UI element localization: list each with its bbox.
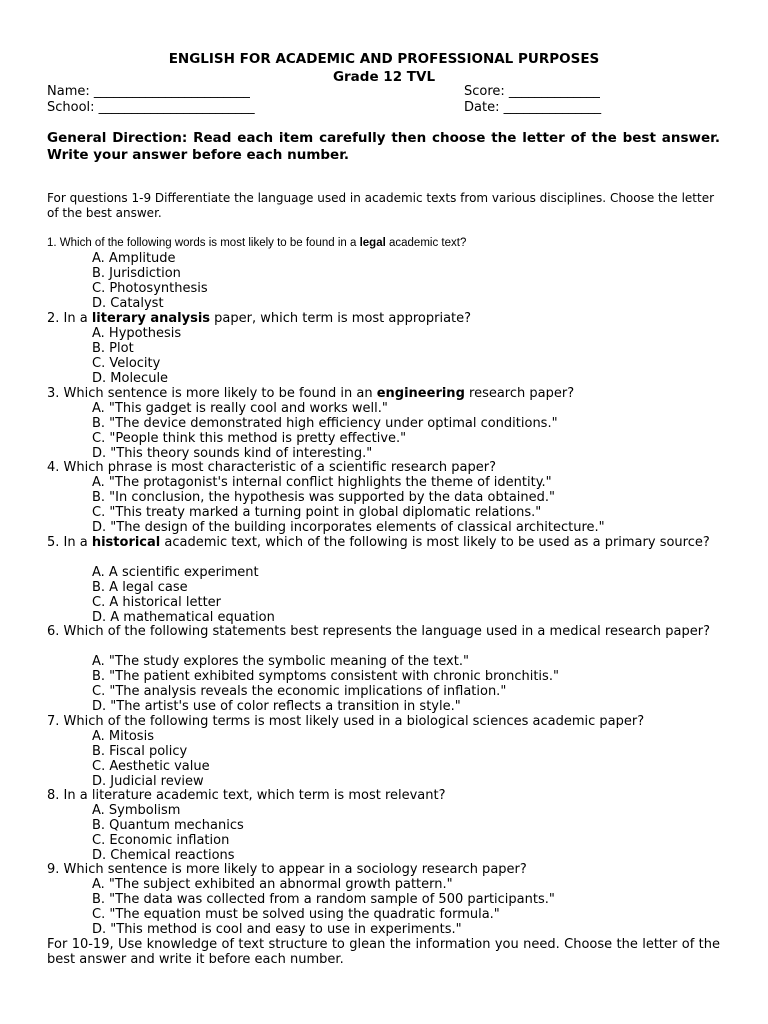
option-9a: A. "The subject exhibited an abnormal growth pattern." xyxy=(92,877,453,892)
option-9d: D. "This method is cool and easy to use in experiments." xyxy=(92,922,462,937)
document-subtitle: Grade 12 TVL xyxy=(332,69,436,85)
option-1a: A. Amplitude xyxy=(92,251,176,266)
option-3b: B. "The device demonstrated high efficiency under optimal conditions." xyxy=(92,416,558,431)
option-7c: C. Aesthetic value xyxy=(92,759,210,774)
option-1d: D. Catalyst xyxy=(92,296,164,311)
option-5b: B. A legal case xyxy=(92,580,188,595)
question-2: 2. In a literary analysis paper, which term is most appropriate? xyxy=(47,311,472,326)
general-direction: General Direction: Read each item carefully then choose the letter of the best answer. Write your answer before each number. xyxy=(47,130,720,163)
option-5c: C. A historical letter xyxy=(92,595,222,610)
option-6a: A. "The study explores the symbolic meaning of the text." xyxy=(92,654,469,669)
option-9c: C. "The equation must be solved using the quadratic formula." xyxy=(92,907,500,922)
question-8: 8. In a literature academic text, which term is most relevant? xyxy=(47,788,446,803)
option-5d: D. A mathematical equation xyxy=(92,610,275,625)
question-9: 9. Which sentence is more likely to appear in a sociology research paper? xyxy=(47,862,527,877)
question-3: 3. Which sentence is more likely to be found in an engineering research paper? xyxy=(47,386,575,401)
option-9b: B. "The data was collected from a random sample of 500 participants." xyxy=(92,892,555,907)
option-3d: D. "This theory sounds kind of interesting." xyxy=(92,446,373,461)
option-4b: B. "In conclusion, the hypothesis was supported by the data obtained." xyxy=(92,490,556,505)
option-2d: D. Molecule xyxy=(92,371,169,386)
option-3a: A. "This gadget is really cool and works well." xyxy=(92,401,388,416)
date-field-label: Date: _______________ xyxy=(464,100,602,115)
option-7a: A. Mitosis xyxy=(92,729,154,744)
score-field-label: Score: ______________ xyxy=(464,84,600,99)
option-2b: B. Plot xyxy=(92,341,134,356)
option-7b: B. Fiscal policy xyxy=(92,744,188,759)
option-6b: B. "The patient exhibited symptoms consistent with chronic bronchitis." xyxy=(92,669,559,684)
option-6d: D. "The artist's use of color reflects a transition in style." xyxy=(92,699,461,714)
document-title: ENGLISH FOR ACADEMIC AND PROFESSIONAL PURPOSES xyxy=(168,51,600,67)
instructions-questions-10-19: For 10-19, Use knowledge of text structure to glean the information you need. Choose the letter of the best answer and write it before each number. xyxy=(47,937,720,967)
option-7d: D. Judicial review xyxy=(92,774,204,789)
option-8d: D. Chemical reactions xyxy=(92,848,235,863)
name-field-label: Name: ________________________ xyxy=(47,84,250,99)
school-field-label: School: ________________________ xyxy=(47,100,255,115)
question-1: 1. Which of the following words is most likely to be found in a legal academic text? xyxy=(47,237,467,249)
option-3c: C. "People think this method is pretty effective." xyxy=(92,431,407,446)
option-5a: A. A scientific experiment xyxy=(92,565,259,580)
option-1b: B. Jurisdiction xyxy=(92,266,181,281)
option-8c: C. Economic inflation xyxy=(92,833,230,848)
option-8b: B. Quantum mechanics xyxy=(92,818,244,833)
option-4d: D. "The design of the building incorporates elements of classical architecture." xyxy=(92,520,605,535)
question-6: 6. Which of the following statements best represents the language used in a medical research paper? xyxy=(47,624,710,639)
option-4a: A. "The protagonist's internal conflict highlights the theme of identity." xyxy=(92,475,552,490)
option-4c: C. "This treaty marked a turning point in global diplomatic relations." xyxy=(92,505,542,520)
option-2a: A. Hypothesis xyxy=(92,326,182,341)
question-5: 5. In a historical academic text, which of the following is most likely to be used as a primary source? xyxy=(47,535,710,550)
question-4: 4. Which phrase is most characteristic of a scientific research paper? xyxy=(47,460,497,475)
option-6c: C. "The analysis reveals the economic implications of inflation." xyxy=(92,684,507,699)
question-7: 7. Which of the following terms is most likely used in a biological sciences academic paper? xyxy=(47,714,645,729)
option-8a: A. Symbolism xyxy=(92,803,181,818)
option-2c: C. Velocity xyxy=(92,356,161,371)
instructions-questions-1-9: For questions 1-9 Differentiate the language used in academic texts from various disciplines. Choose the letter of the best answer. xyxy=(47,191,715,220)
option-1c: C. Photosynthesis xyxy=(92,281,208,296)
